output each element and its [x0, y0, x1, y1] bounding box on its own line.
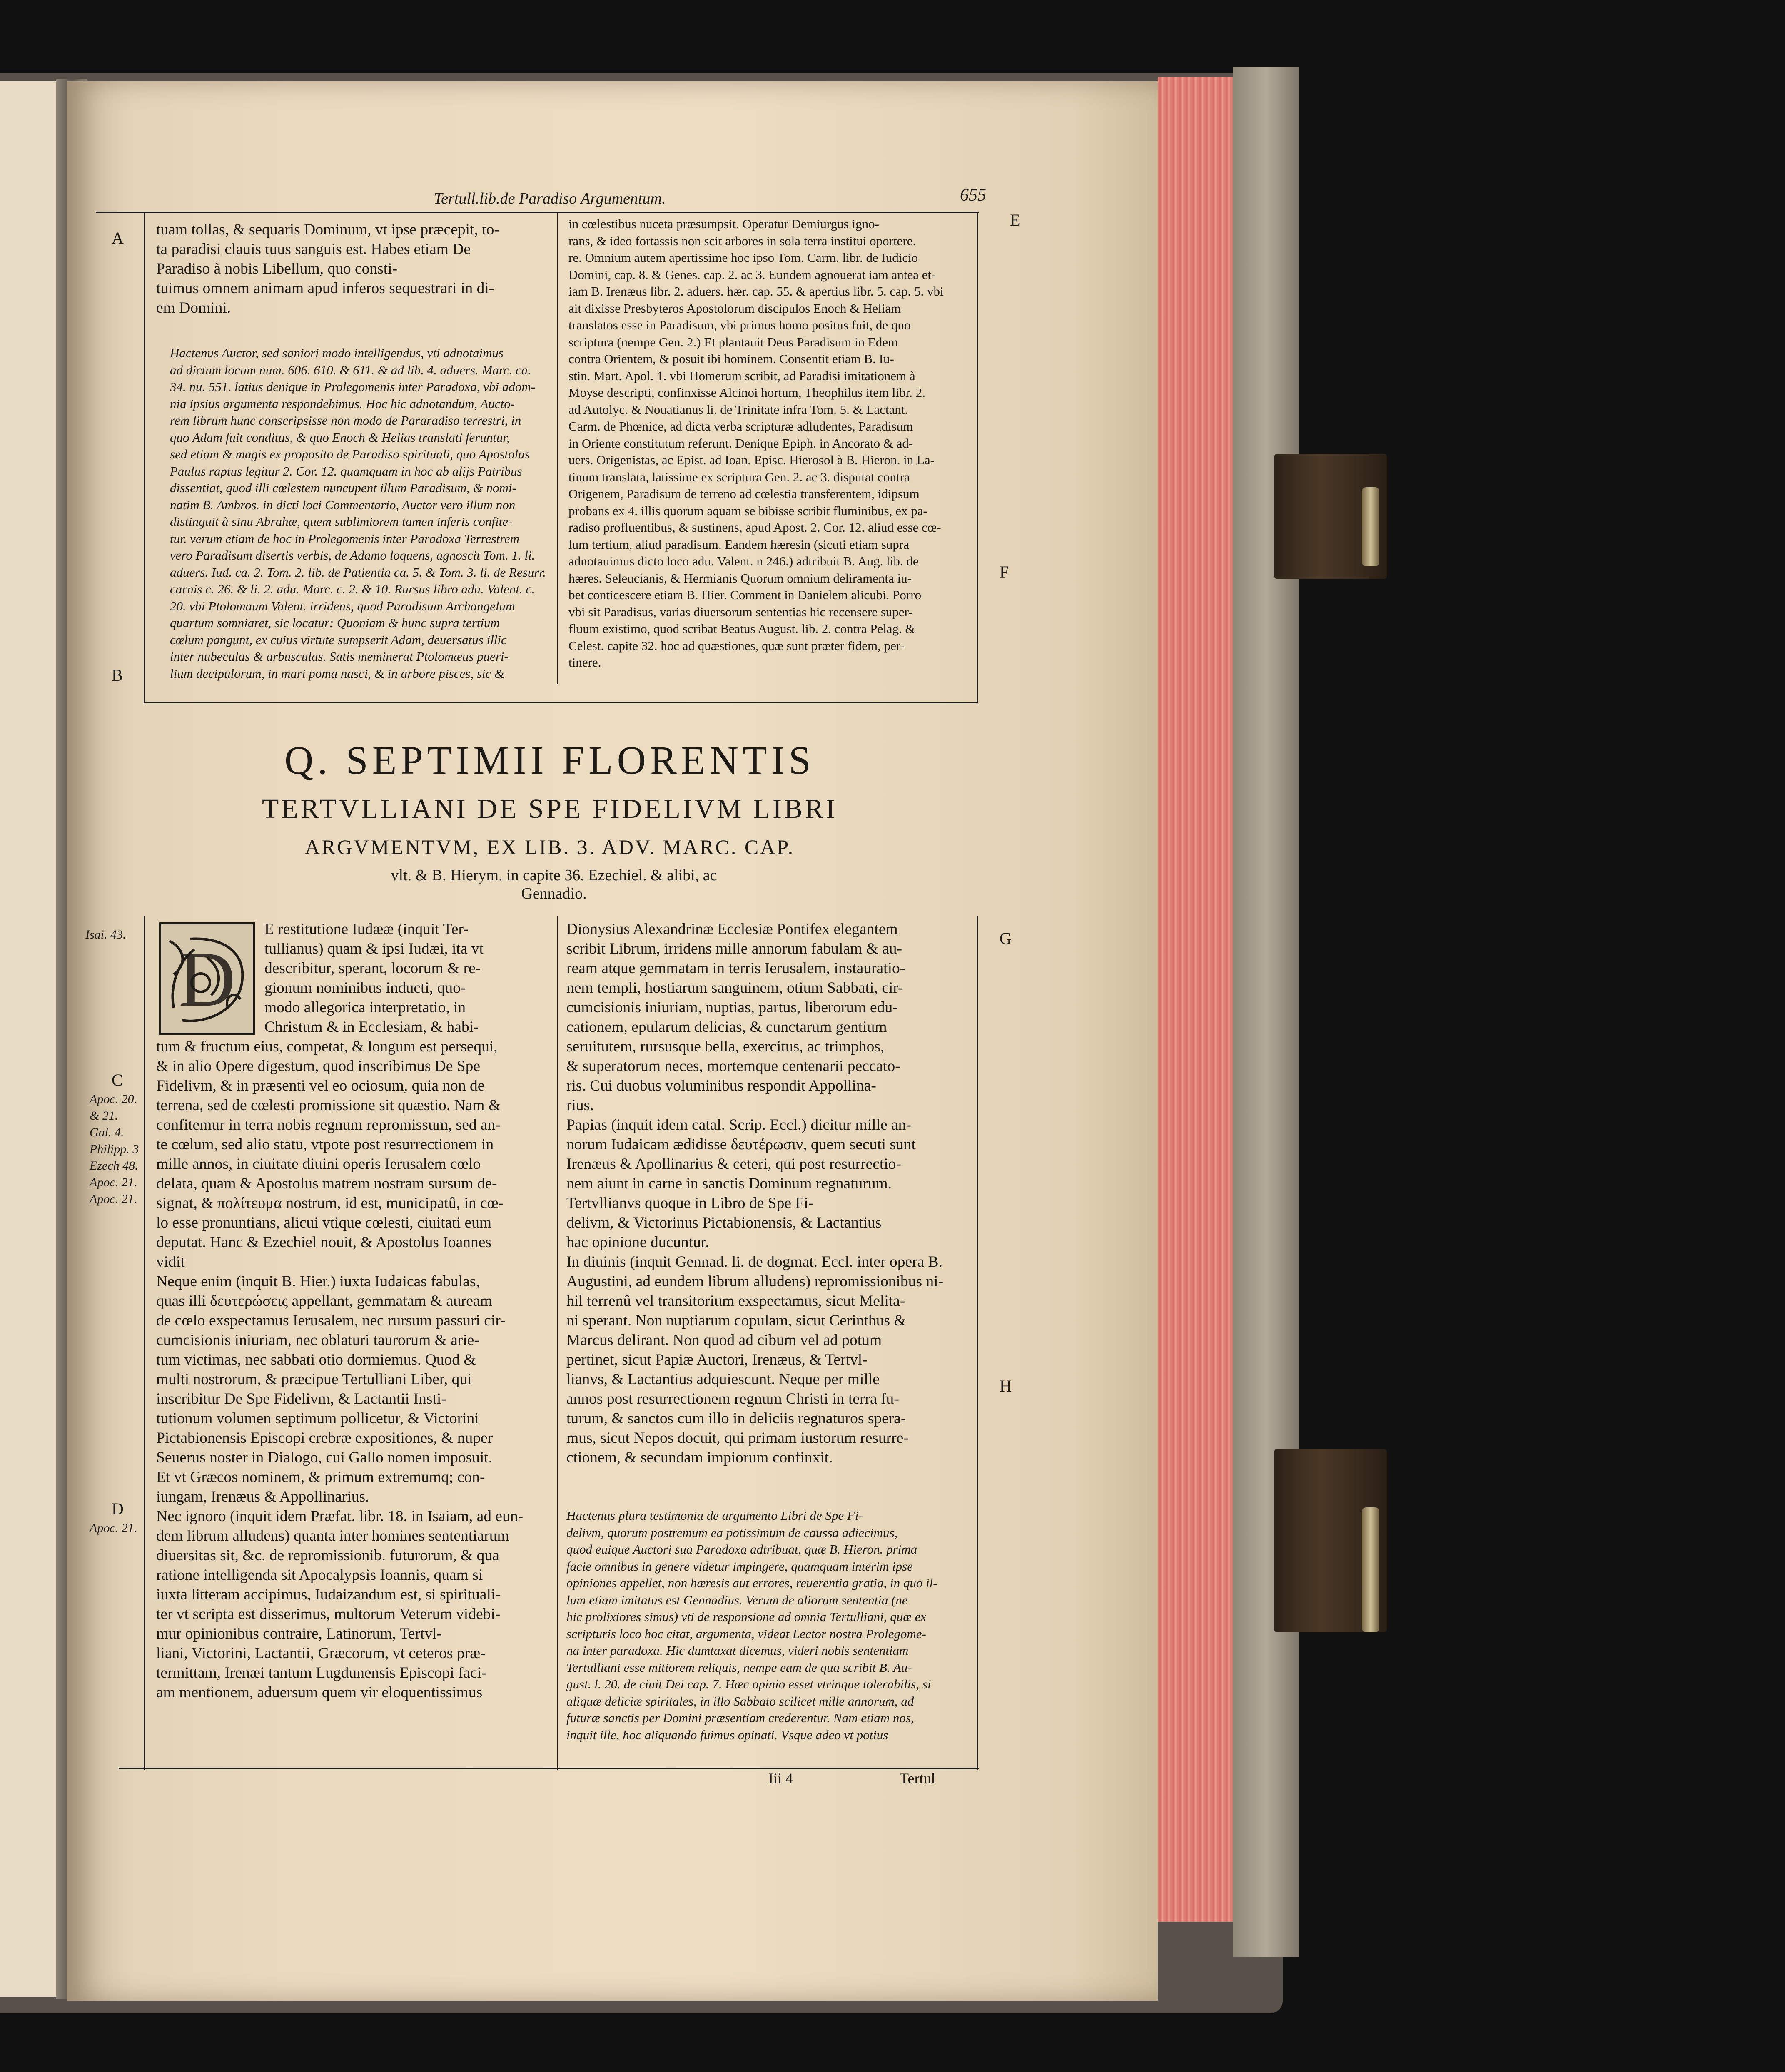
text-line: adnotauimus dicto loco adu. Valent. n 246.) adtribuit B. Aug. lib. de — [568, 554, 919, 568]
note-line: dissentiat, quod illi cœlestem nuncupent illum Paradisum, & nomi- — [170, 481, 516, 495]
margin-ref: Gal. 4. — [90, 1126, 124, 1139]
page-edges-red — [1158, 77, 1237, 1922]
text-line: vbi sit Paradisus, varias diuersorum sententias hic recensere super- — [568, 604, 913, 619]
text-line: uers. Origenistas, ac Epist. ad Ioan. Episc. Hierosol à B. Hieron. in La- — [568, 453, 935, 467]
column-divider-bottom — [557, 916, 558, 1770]
text-line: radiso profluentibus, & sustinens, apud Apost. 2. Cor. 12. aliud esse cœ- — [568, 520, 941, 535]
note-line: distinguit à sinu Abrahæ, quem sublimiorem tamen inferis confite- — [170, 514, 513, 529]
text-line: Irenæus & Apollinarius & ceteri, qui post resurrectio- — [566, 1156, 901, 1173]
note-line: hic prolixiores simus) vti de responsione ad omnia Tertulliani, quæ ex — [566, 1609, 927, 1624]
text-line: hil terrenû vel transitorium exspectamus, sicut Melita- — [566, 1293, 905, 1310]
text-line: tuimus omnem animam apud inferos sequestrari in di- — [156, 280, 494, 297]
text-line: lianvs, & Lactantius adquiescunt. Neque per mille — [566, 1371, 880, 1388]
text-line: Nec ignoro (inquit idem Præfat. libr. 18. in Isaiam, ad eun- — [156, 1508, 524, 1525]
note-line: inquit ille, hoc aliquando fuimus opinati. Vsque adeo vt potius — [566, 1727, 888, 1742]
note-line: 20. vbi Ptolomaum Valent. irridens, quod Paradisum Archangelum — [170, 598, 515, 613]
text-line: Marcus delirant. Non quod ad cibum vel ad potum — [566, 1332, 882, 1349]
note-line: 34. nu. 551. latius denique in Prolegomenis inter Paradoxa, vbi adom- — [170, 379, 536, 394]
note-line: inter nubeculas & arbusculas. Satis meminerat Ptolomæus pueri- — [170, 649, 509, 664]
margin-ref: Philipp. 3 — [90, 1142, 139, 1156]
text-line: tum victimas, nec sabbati otio dormiemus. Quod & — [156, 1351, 476, 1368]
text-line: dem librum alludens) quanta inter homines sententiarum — [156, 1527, 509, 1544]
text-line: lum tertium, aliud paradisum. Eandem hæresin (sicuti etiam supra — [568, 537, 909, 552]
note-line: facie omnibus in genere videtur impingere, quamquam interim ipse — [566, 1559, 913, 1574]
facing-page-fragment — [0, 81, 56, 1997]
text-line: E restitutione Iudææ (inquit Ter- — [264, 921, 469, 938]
lower-box-right-rule — [977, 916, 978, 1770]
margin-ref-isai: Isai. 43. — [85, 928, 126, 941]
argument-heading: ARGVMENTVM, EX LIB. 3. ADV. MARC. CAP. — [304, 835, 795, 859]
text-line: turum, & sanctos cum illo in deliciis regnaturos spera- — [566, 1410, 906, 1427]
text-line: Celest. capite 32. hoc ad quæstiones, quæ sunt præter fidem, per- — [568, 638, 905, 653]
text-line: multi nostrorum, & præcipue Tertulliani Liber, qui — [156, 1371, 472, 1388]
text-line: em Domini. — [156, 299, 231, 316]
text-line: termittam, Irenæi tantum Lugdunensis Episcopi faci- — [156, 1664, 487, 1681]
text-line: iam B. Irenæus libr. 2. aduers. hær. cap. 55. & apertius libr. 5. cap. 5. vbi — [568, 284, 944, 299]
note-line: natim B. Ambros. in dicti loci Commentario, Auctor vero illum non — [170, 497, 516, 512]
text-line: translatos esse in Paradisum, vbi primus homo positus fuit, de quo — [568, 318, 911, 332]
text-line: inscribitur De Spe Fidelivm, & Lactantii Insti- — [156, 1390, 446, 1407]
note-line: lium decipulorum, in mari poma nasci, & in arbore pisces, sic & — [170, 666, 505, 681]
note-line: gust. l. 20. de ciuit Dei cap. 7. Hæc opinio esset vtrinque tolerabilis, si — [566, 1677, 931, 1691]
margin-letter-g: G — [1000, 929, 1012, 948]
back-board — [1233, 67, 1299, 1957]
note-line: Hactenus Auctor, sed saniori modo intelligendus, vti adnotaimus — [170, 346, 504, 360]
margin-ref: & 21. — [90, 1109, 118, 1123]
text-line: vidit — [156, 1253, 185, 1270]
text-line: te cœlum, sed alio statu, vtpote post resurrectionem in — [156, 1136, 494, 1153]
text-line: modo allegorica interpretatio, in — [264, 999, 466, 1016]
text-line: liani, Victorini, Lactantii, Græcorum, vt ceteros præ- — [156, 1645, 486, 1662]
text-line: tum & fructum eius, competat, & longum est persequi, — [156, 1038, 498, 1055]
text-line: diuersitas sit, &c. de repromissionib. futurorum, & qua — [156, 1547, 499, 1564]
text-line: ait dixisse Presbyteros Apostolorum discipulos Enoch & Heliam — [568, 301, 901, 316]
text-line: Augustini, ad eundem librum alludens) repromissionibus ni- — [566, 1273, 944, 1290]
text-line: Papias (inquit idem catal. Scrip. Eccl.) dicitur mille an- — [566, 1116, 911, 1133]
note-line: rem librum hunc conscripsisse non modo de Pararadiso terrestri, in — [170, 413, 521, 428]
text-line: & in alio Opere digestum, quod inscribimus De Spe — [156, 1058, 481, 1075]
top-box-right-rule — [977, 212, 978, 703]
svg-text:D: D — [178, 936, 236, 1023]
text-line: describitur, sperant, locorum & re- — [264, 960, 481, 977]
text-line: Neque enim (inquit B. Hier.) iuxta Iudaicas fabulas, — [156, 1273, 480, 1290]
note-line: lum etiam imitatus est Gennadius. Verum de aliorum sententia (ne — [566, 1592, 908, 1607]
text-line: rius. — [566, 1097, 594, 1114]
margin-letter-d: D — [112, 1499, 124, 1518]
margin-refs-c — [90, 1091, 139, 1208]
text-line: ta paradisi clauis tuus sanguis est. Habes etiam De — [156, 241, 471, 258]
treatise-title-line2: TERTVLLIANI DE SPE FIDELIVM LIBRI — [262, 794, 838, 824]
text-line: scriptura (nempe Gen. 2.) Et plantauit Deus Paradisum in Edem — [568, 334, 898, 349]
margin-ref-d: Apoc. 21. — [90, 1521, 137, 1535]
text-line: mus, sicut Nepos docuit, qui primam iustorum resurre- — [566, 1429, 909, 1447]
text-line: Tertvllianvs quoque in Libro de Spe Fi- — [566, 1195, 814, 1212]
text-line: de cœlo exspectamus Ierusalem, nec rursum passuri cir- — [156, 1312, 506, 1329]
text-line: mur opinionibus contraire, Latinorum, Tertvl- — [156, 1625, 442, 1642]
text-line: Dionysius Alexandrinæ Ecclesiæ Pontifex elegantem — [566, 921, 898, 938]
top-left-note — [170, 345, 551, 682]
text-line: annos post resurrectionem regnum Christi in terra fu- — [566, 1390, 899, 1407]
text-line: & superatorum neces, mortemque centenarii peccato- — [566, 1058, 900, 1075]
text-line: ctionem, & secundam impiorum confinxit. — [566, 1449, 833, 1466]
margin-letter-h: H — [1000, 1377, 1012, 1395]
argument-subheading: vlt. & B. Hierym. in capite 36. Ezechiel. & alibi, ac Gennadio. — [391, 867, 717, 902]
treatise-title: Q. SEPTIMII FLORENTIS — [284, 738, 815, 782]
text-line: delata, quam & Apostolus matrem nostram sursum de- — [156, 1175, 497, 1192]
bottom-left-first-lines — [264, 919, 552, 1037]
note-line: futuræ sanctis per Domini præsentiam crederentur. Nam etiam nos, — [566, 1711, 914, 1725]
margin-letter-e: E — [1010, 211, 1020, 229]
note-line: aliquæ deliciæ spiritales, in illo Sabbato scilicet mille annorum, ad — [566, 1693, 914, 1708]
clasp-upper-icon — [1274, 437, 1399, 595]
text-line: delivm, & Victorinus Pictabionensis, & Lactantius — [566, 1214, 882, 1231]
text-line: Seuerus noster in Dialogo, cui Gallo nomen imposuit. — [156, 1449, 493, 1466]
margin-letter-f: F — [1000, 563, 1009, 581]
note-line: na inter paradoxa. Hic dumtaxat dicemus, videri nobis sententiam — [566, 1643, 909, 1658]
margin-letter-b: B — [112, 666, 123, 685]
clasp-lower-icon — [1274, 1432, 1399, 1649]
text-line: nem aiunt in carne in sanctis Dominum regnaturum. — [566, 1175, 892, 1192]
note-line: delivm, quorum postremum ea potissimum de caussa adiecimus, — [566, 1525, 898, 1540]
margin-letter-c: C — [112, 1071, 123, 1089]
text-line: terrena, sed de cœlesti promissione sit quæstio. Nam & — [156, 1097, 501, 1114]
running-head: Tertull.lib.de Paradiso Argumentum. — [434, 190, 666, 207]
text-line: gionum nominibus inducti, quo- — [264, 979, 466, 996]
text-line: bet conticescere etiam B. Hier. Comment in Danielem alicubi. Porro — [568, 588, 922, 602]
bottom-right-column — [566, 919, 970, 1467]
text-line: hæres. Seleucianis, & Hermianis Quorum omnium deliramenta iu- — [568, 570, 912, 585]
note-line: aduers. Iud. ca. 2. Tom. 2. lib. de Patientia ca. 5. & Tom. 3. li. de Resurr. — [170, 565, 546, 580]
note-line: Tertulliani esse mitiorem reliquis, nempe eam de qua scribit B. Au- — [566, 1660, 912, 1675]
note-line: opiniones appellet, non hæresis aut errores, reuerentia gratia, in quo il- — [566, 1576, 937, 1590]
note-line: vero Paradisum disertis verbis, de Adamo loquens, agnoscit Tom. 1. li. — [170, 548, 535, 563]
text-line: ream atque gemmatam in terris Ierusalem, instauratio- — [566, 960, 905, 977]
text-line: Paradiso à nobis Libellum, quo consti- — [156, 260, 398, 277]
text-line: Fidelivm, & in præsenti vel eo ociosum, quia non de — [156, 1077, 485, 1094]
text-line: contra Orientem, & posuit ibi hominem. Consentit etiam B. Iu- — [568, 351, 894, 366]
text-line: Carm. de Phœnice, ad dicta verba scripturæ adludentes, Paradisum — [568, 419, 913, 433]
text-line: Domini, cap. 8. & Genes. cap. 2. ac 3. Eundem agnouerat iam antea et- — [568, 267, 936, 282]
note-line: quo Adam fuit conditus, & quo Enoch & Helias translati feruntur, — [170, 430, 510, 445]
text-line: cumcisionis iniuriam, nec oblaturi taurorum & arie- — [156, 1332, 479, 1349]
text-line: In diuinis (inquit Gennad. li. de dogmat. Eccl. inter opera B. — [566, 1253, 942, 1270]
text-line: tullianus) quam & ipsi Iudæi, ita vt — [264, 940, 484, 957]
text-line: tuam tollas, & sequaris Dominum, vt ipse præcepit, to- — [156, 221, 499, 238]
text-line: in Oriente constitutum referunt. Denique Epiph. in Ancorato & ad- — [568, 436, 913, 451]
text-line: scribit Librum, irridens mille annorum fabulam & au- — [566, 940, 902, 957]
decorated-initial-d-icon — [159, 922, 255, 1035]
margin-ref: Apoc. 21. — [90, 1192, 137, 1206]
text-line: am mentionem, aduersum quem vir eloquentissimus — [156, 1684, 483, 1701]
text-line: ni sperant. Non nuptiarum copulam, sicut Cerinthus & — [566, 1312, 906, 1329]
text-line: stin. Mart. Apol. 1. vbi Homerum scribit, ad Paradisi imitationem à — [568, 368, 915, 383]
note-line: nia ipsius argumenta respondebimus. Hoc hic adnotandum, Aucto- — [170, 396, 515, 411]
note-line: carnis c. 26. & li. 2. adu. Marc. c. 2. & 10. Rursus libro adu. Valent. c. — [170, 582, 535, 596]
text-line: Christum & in Ecclesiam, & habi- — [264, 1019, 479, 1036]
signature-mark: Iii 4 — [768, 1770, 793, 1787]
note-line: quartum somniaret, sic locatur: Quoniam & hunc supra tertium — [170, 615, 500, 630]
text-line: iungam, Irenæus & Appollinarius. — [156, 1488, 369, 1505]
text-line: tinere. — [568, 655, 601, 670]
lower-box-left-rule — [144, 916, 145, 1770]
text-line: seruitutem, rursusque bella, exercitus, ac trimphos, — [566, 1038, 885, 1055]
text-line: in cœlestibus nuceta præsumpsit. Operatur Demiurgus igno- — [568, 217, 879, 231]
text-line: ter vt scripta est disserimus, multorum Veterum videbi- — [156, 1606, 501, 1623]
text-line: rans, & ideo fortassis non scit arbores in sola terra institui oportere. — [568, 233, 916, 248]
top-box-bottom-rule — [144, 702, 978, 703]
bottom-right-note — [566, 1507, 970, 1743]
bottom-left-column — [156, 1037, 552, 1702]
text-line: re. Omnium autem apertissime hoc ipso Tom. Carm. libr. de Iudicio — [568, 250, 918, 265]
text-line: nem templi, hostiarum sanguinem, otium Sabbati, cir- — [566, 979, 903, 996]
top-left-column — [156, 220, 552, 318]
column-divider-top — [557, 213, 558, 684]
text-line: iuxta litteram accipimus, Iudaizandum est, si spirituali- — [156, 1586, 501, 1603]
text-line: cumcisionis iniuriam, nuptias, partus, liberorum edu- — [566, 999, 898, 1016]
text-line: deputat. Hanc & Ezechiel nouit, & Apostolus Ioannes — [156, 1234, 492, 1251]
text-line: tinum translata, latissime ex scriptura Gen. 2. ac 3. disputat contra — [568, 469, 910, 484]
text-line: ad Autolyc. & Nouatianus li. de Trinitate infra Tom. 5. & Lactant. — [568, 402, 908, 417]
note-line: sed etiam & magis ex proposito de Paradiso spirituali, quo Apostolus — [170, 447, 530, 461]
note-line: quod euique Auctori sua Paradoxa adtribuat, quæ B. Hieron. prima — [566, 1542, 917, 1556]
text-line: Pictabionensis Episcopi crebræ expositiones, & nuper — [156, 1429, 493, 1447]
text-line: probans ex 4. illis quorum aquam se bibisse scribit fluminibus, ex pa- — [568, 503, 927, 518]
text-line: Et vt Græcos nominem, & primum extremumq; con- — [156, 1469, 485, 1486]
note-line: ad dictum locum num. 606. 610. & 611. & ad lib. 4. aduers. Marc. ca. — [170, 362, 531, 377]
text-line: quas illi δευτερώσεις appellant, gemmatam & auream — [156, 1293, 492, 1310]
margin-ref: Ezech 48. — [90, 1159, 138, 1173]
text-line: norum Iudaicam ædidisse δευτέρωσιν, quem secuti sunt — [566, 1136, 916, 1153]
head-rule — [96, 212, 979, 213]
note-line: Paulus raptus legitur 2. Cor. 12. quamquam in hoc ab alijs Patribus — [170, 463, 522, 478]
top-box-left-rule — [144, 212, 145, 703]
note-line: scripturis loco hoc citat, argumenta, videat Lector nostra Prolegome- — [566, 1626, 926, 1641]
text-line: tutionum volumen septimum pollicetur, & Victorini — [156, 1410, 479, 1427]
note-line: cœlum pangunt, ex cuius virtute sumpserit Adam, deuersatus illic — [170, 632, 507, 647]
text-line: ris. Cui duobus voluminibus respondit Appollina- — [566, 1077, 876, 1094]
margin-ref: Apoc. 20. — [90, 1092, 137, 1106]
note-line: tur. verum etiam de hoc in Prolegomenis inter Paradoxa Terrestrem — [170, 531, 520, 546]
page-number: 655 — [960, 186, 986, 205]
text-line: Moyse descripti, confinxisse Alcinoi hortum, Theophilus item libr. 2. — [568, 385, 926, 400]
note-line: Hactenus plura testimonia de argumento Libri de Spe Fi- — [566, 1508, 863, 1523]
text-line: ratione intelligenda sit Apocalypsis Ioannis, quam si — [156, 1566, 483, 1584]
text-line: signat, & πολίτευμα nostrum, id est, municipatû, in cœ- — [156, 1195, 504, 1212]
text-line: cationem, epularum delicias, & cunctarum gentium — [566, 1019, 887, 1036]
text-line: lo esse pronuntians, alicui vtique cœlesti, ciuitati eum — [156, 1214, 492, 1231]
text-line: Origenem, Paradisum de terreno ad cœlestia transferentem, idipsum — [568, 486, 920, 501]
top-right-column — [568, 216, 968, 671]
footer-rule — [119, 1768, 979, 1769]
text-line: confitemur in terra nobis regnum repromissum, sed an- — [156, 1116, 501, 1133]
text-line: hac opinione ducuntur. — [566, 1234, 709, 1251]
text-line: mille annos, in ciuitate diuini operis Ierusalem cœlo — [156, 1156, 481, 1173]
text-line: pertinet, sicut Papiæ Auctori, Irenæus, & Tertvl- — [566, 1351, 868, 1368]
catchword: Tertul — [900, 1770, 935, 1787]
text-line: fluum existimo, quod scribat Beatus August. lib. 2. contra Pelag. & — [568, 621, 915, 636]
margin-ref: Apoc. 21. — [90, 1175, 137, 1189]
margin-letter-a: A — [112, 229, 124, 247]
